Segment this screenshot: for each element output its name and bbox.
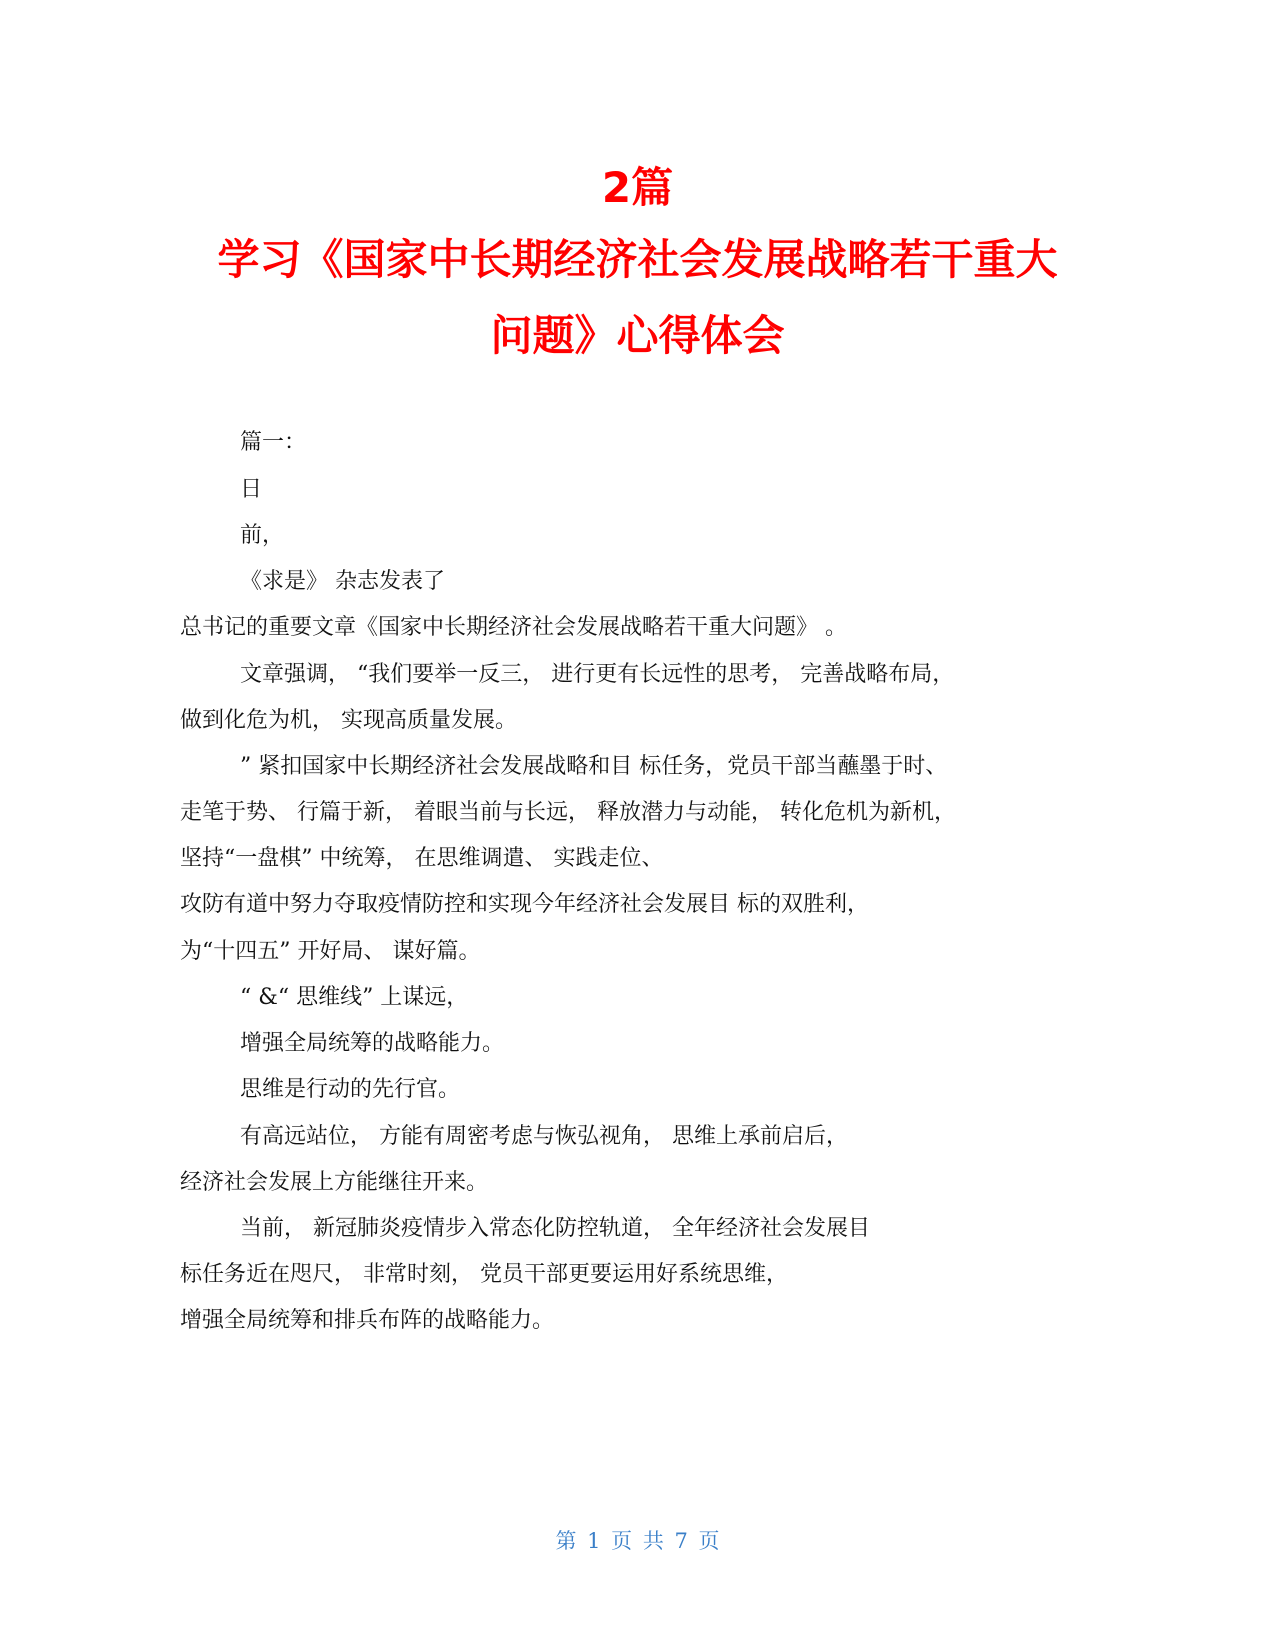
body-line: 《求是》 杂志发表了 — [240, 569, 445, 594]
title-line-3: 问题》心得体会 — [490, 311, 785, 360]
body-line: 为“十四五” 开好局、 谋好篇。 — [180, 939, 481, 964]
title-line-1: 2篇 — [601, 163, 674, 212]
body-line: 做到化危为机， 实现高质量发展。 — [180, 708, 517, 733]
body-line: “ &“ 思维线” 上谋远， — [240, 985, 469, 1010]
body-line: 篇一： — [240, 430, 307, 455]
body-line: 走笔于势、 行篇于新， 着眼当前与长远， 释放潜力与动能， 转化危机为新机， — [180, 800, 956, 825]
body-line: 当前， 新冠肺炎疫情步入常态化防控轨道， 全年经济社会发展目 — [240, 1216, 870, 1241]
body-line: 有高远站位， 方能有周密考虑与恢弘视角， 思维上承前启后， — [240, 1124, 848, 1149]
body-line: 标任务近在咫尺， 非常时刻， 党员干部更要运用好系统思维， — [180, 1262, 788, 1287]
body-line: 坚持“一盘棋” 中统筹， 在思维调遣、 实践走位、 — [180, 846, 664, 871]
body-line: 日 — [240, 477, 263, 502]
body-line: 经济社会发展上方能继往开来。 — [180, 1170, 489, 1195]
body-line: 攻防有道中努力夺取疫情防控和实现今年经济社会发展目 标的双胜利， — [180, 892, 869, 917]
body-line: 思维是行动的先行官。 — [240, 1077, 461, 1102]
title-line-2: 学习《国家中长期经济社会发展战略若干重大 — [217, 235, 1058, 284]
body-line: 总书记的重要文章《国家中长期经济社会发展战略若干重大问题》 。 — [180, 615, 847, 640]
body-line: 增强全局统筹和排兵布阵的战略能力。 — [180, 1308, 555, 1333]
body-line: 文章强调， “我们要举一反三， 进行更有长远性的思考， 完善战略布局， — [240, 662, 955, 687]
page-number-footer: 第 1 页 共 7 页 — [555, 1529, 720, 1553]
body-line: ” 紧扣国家中长期经济社会发展战略和目 标任务，党员干部当蘸墨于时、 — [240, 754, 948, 779]
body-line: 前， — [240, 523, 285, 548]
body-line: 增强全局统筹的战略能力。 — [240, 1031, 505, 1056]
